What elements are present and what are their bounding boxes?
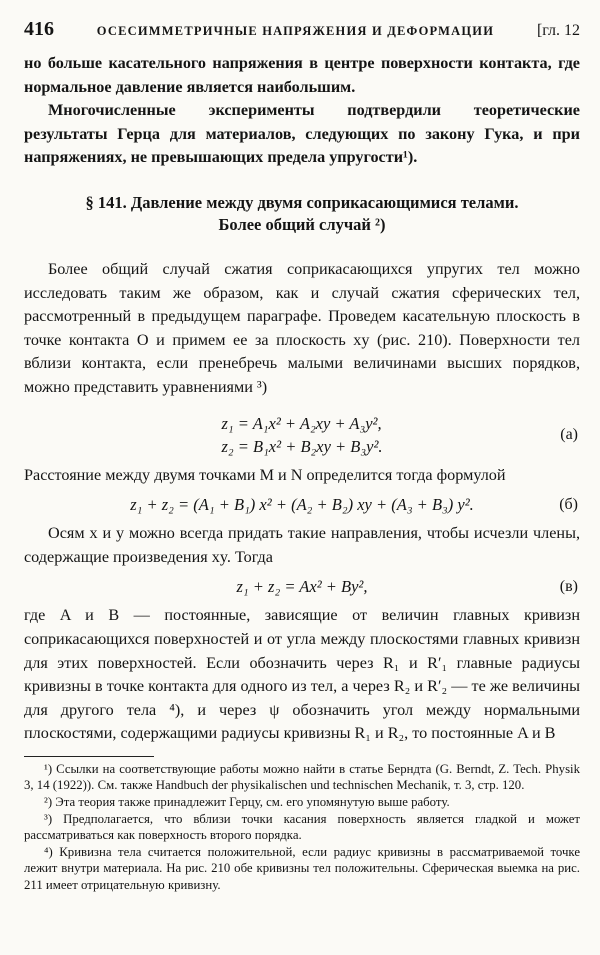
section-title-line1: § 141. Давление между двумя соприкасающимися телами. [85, 192, 519, 212]
equation-c [24, 575, 580, 598]
paragraph-experiments: Многочисленные эксперименты подтвердили теоретические результаты Герца для материалов, следующих по закону Гука, и при напряжениях, не превышающих предела упругости¹). [24, 101, 580, 167]
equation-a [24, 412, 580, 458]
equation-c-text: z₁ + z₂ = Ax² + By², [236, 577, 368, 597]
paragraph-distance: Расстояние между двумя точками M и N определится тогда формулой [24, 465, 506, 484]
equation-a-line1: z₁ = A₁x² + A₂xy + A₃y², [221, 413, 382, 433]
page-number: 416 [24, 18, 54, 40]
equation-b-text: z₁ + z₂ = (A₁ + B₁) x² + (A₂ + B₂) xy + (A₃ + B₃) y². [130, 495, 474, 515]
footnote-rule [24, 756, 154, 757]
page-header [24, 18, 580, 52]
footnote-4: ⁴) Кривизна тела считается положительной, если радиус кривизны в рассматриваемой точке лежит внутри материала. На рис. 210 обе кривизны тел положительны. Сферическая выемка на рис. 211 имеет отрицательную кривизну. [24, 844, 580, 893]
running-title: ОСЕСИММЕТРИЧНЫЕ НАПРЯЖЕНИЯ И ДЕФОРМАЦИИ [96, 24, 495, 38]
equation-a-line2: z₂ = B₁x² + B₂xy + B₃y². [221, 436, 383, 456]
footnote-2: ²) Эта теория также принадлежит Герцу, см. его упомянутую выше работу. [44, 795, 450, 810]
footnote-1: ¹) Ссылки на соответствующие работы можно найти в статье Берндта (G. Berndt, Z. Tech. Physik 3, 14 (1922)). См. также Handbuch der physikalischen und technischen Mechanik, т. 3, стр. 120. [24, 761, 580, 793]
equation-a-tag: (а) [560, 425, 578, 443]
chapter-label: [гл. 12 [536, 22, 580, 39]
equation-b-tag: (б) [559, 495, 578, 513]
equation-c-tag: (в) [559, 577, 578, 595]
section-title-line2: Более общий случай ²) [218, 214, 386, 234]
section-heading [24, 192, 580, 236]
paragraph-continuation: но больше касательного напряжения в центре поверхности контакта, где нормальное давление является наибольшим. [24, 54, 580, 96]
paragraph-axes: Осям x и y можно всегда придать такие направления, чтобы исчезли члены, содержащие произведения xy. Тогда [24, 524, 580, 566]
paragraph-intro: Более общий случай сжатия соприкасающихся упругих тел можно исследовать таким же образом, как и случай сжатия сферических тел, рассмотренный в предыдущем параграфе. Проведем касательную плоскость в точке контакта O и примем ее за плоскость xy (рис. 210). Поверхности тел вблизи контакта, если пренебречь малыми величинами высших порядков, можно представить уравнениями ³) [24, 259, 580, 396]
footnote-3: ³) Предполагается, что вблизи точки касания поверхность является гладкой и может рассматриваться как поверхность второго порядка. [24, 811, 580, 843]
paragraph-constants: где A и B — постоянные, зависящие от величин главных кривизн соприкасающихся поверхностей и от угла между плоскостями главных кривизн для этих поверхностей. Если обозначить через R₁ и R′₁ главные радиусы кривизны в точке контакта для одного из тел, а через R₂ и R′₂ — те же величины для другого тела ⁴), и через ψ обозначить угол между нормальными плоскостями, содержащими радиусы кривизны R₁ и R₂, то постоянные A и B [24, 606, 580, 743]
equation-b [24, 493, 580, 516]
